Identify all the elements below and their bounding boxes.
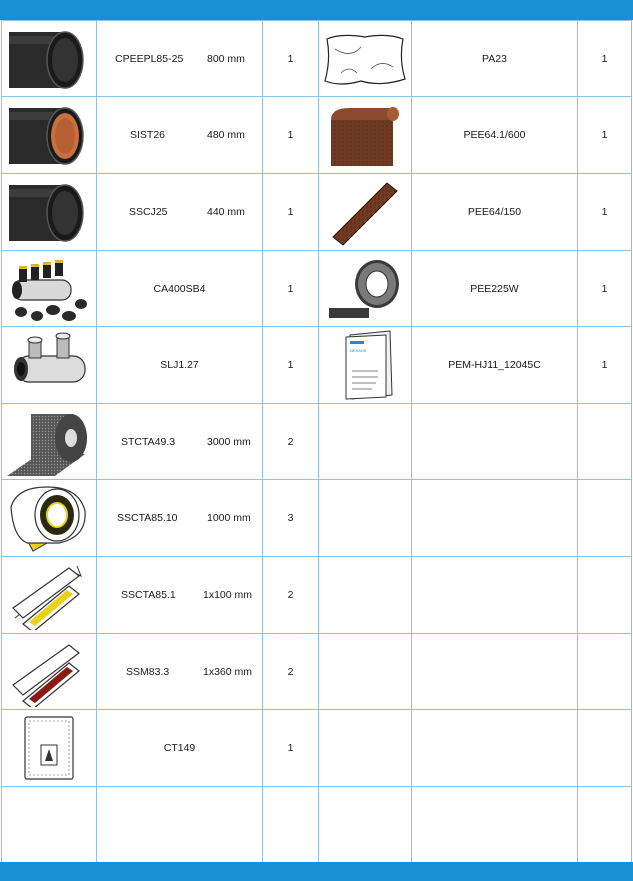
empty-cell: [319, 480, 412, 557]
item-code: PEE64.1/600: [463, 129, 526, 141]
item-quantity: 1: [263, 21, 319, 97]
item-quantity: 1: [263, 97, 319, 174]
instruction-booklet-icon: [330, 329, 400, 401]
item-image-cell: [2, 174, 97, 251]
item-image-cell: [2, 21, 97, 97]
item-image-cell: [2, 97, 97, 174]
yellow-tape-roll-icon: [7, 481, 91, 555]
table-row: [2, 97, 632, 174]
empty-cell: [412, 480, 578, 557]
item-code: STCTA49.3: [121, 435, 176, 448]
kit-components-table: [1, 20, 632, 863]
item-image-cell: [319, 97, 412, 174]
item-quantity: 1: [578, 174, 632, 251]
item-code-cell: [97, 404, 263, 480]
item-quantity: 2: [263, 404, 319, 480]
empty-cell: [2, 787, 97, 863]
item-code: SSM83.3: [126, 665, 170, 678]
empty-cell: [578, 787, 632, 863]
item-code: CPEEPL85-25: [115, 52, 184, 65]
black-pipe-copper-lined-icon: [7, 100, 91, 170]
item-code-cell: [97, 97, 263, 174]
yellow-strip-icon: [7, 560, 91, 630]
item-code: SLJ1.27: [160, 359, 199, 371]
table-row: [2, 634, 632, 710]
item-code-cell: [97, 710, 263, 787]
item-code-cell: [97, 174, 263, 251]
item-image-cell: [319, 174, 412, 251]
item-dimension: 800 mm: [207, 52, 245, 65]
empty-cell: [263, 787, 319, 863]
item-image-cell: [2, 404, 97, 480]
item-image-cell: [2, 327, 97, 404]
item-quantity: 1: [578, 327, 632, 404]
empty-cell: [97, 787, 263, 863]
item-image-cell: [2, 710, 97, 787]
cleaning-tissue-sachet-icon: [21, 713, 77, 783]
footer-band: [0, 862, 633, 881]
brown-mastic-strip-icon: [325, 177, 405, 247]
item-quantity: 1: [263, 710, 319, 787]
item-code: SSCJ25: [129, 206, 168, 218]
item-code-cell: [97, 21, 263, 97]
empty-cell: [578, 710, 632, 787]
empty-cell: [412, 557, 578, 634]
table-row: [2, 21, 632, 97]
empty-cell: [319, 557, 412, 634]
item-quantity: 2: [263, 557, 319, 634]
empty-cell: [319, 710, 412, 787]
table-row: [2, 327, 632, 404]
empty-cell: [578, 480, 632, 557]
item-image-cell: [319, 251, 412, 327]
item-image-cell: [2, 634, 97, 710]
empty-cell: [578, 557, 632, 634]
item-code: CT149: [163, 742, 196, 754]
item-dimension: 480 mm: [207, 129, 245, 141]
item-code: PEE64/150: [467, 206, 522, 218]
item-code-cell: [97, 634, 263, 710]
item-dimension: 3000 mm: [207, 435, 251, 448]
item-quantity: 2: [263, 634, 319, 710]
booklet-brand: NEXANS: [350, 348, 367, 353]
item-image-cell: [2, 480, 97, 557]
mesh-tape-roll-icon: [5, 406, 93, 478]
bolted-connector-set-icon: [7, 254, 91, 324]
item-code: SSCTA85.1: [121, 589, 176, 601]
brown-mastic-roll-icon: [325, 100, 405, 170]
item-dimension: 1000 mm: [207, 512, 251, 524]
item-code: PEE225W: [470, 282, 519, 295]
empty-cell: [319, 634, 412, 710]
item-quantity: 1: [263, 327, 319, 404]
item-code-cell: [97, 327, 263, 404]
table-row: [2, 174, 632, 251]
header-band: [0, 0, 633, 20]
empty-cell: [578, 634, 632, 710]
item-code-cell: [97, 557, 263, 634]
empty-cell: [319, 787, 412, 863]
table-row: [2, 787, 632, 863]
black-pipe-icon: [7, 177, 91, 247]
table-row: [2, 557, 632, 634]
item-code: SIST26: [130, 129, 166, 141]
item-image-cell: [319, 327, 412, 404]
item-dimension: 1x360 mm: [203, 665, 253, 678]
item-quantity: 1: [578, 97, 632, 174]
item-quantity: 1: [578, 21, 632, 97]
empty-cell: [412, 787, 578, 863]
red-strip-icon: [7, 637, 91, 707]
grey-tape-roll-icon: [325, 254, 405, 324]
table-row: [2, 251, 632, 327]
item-code: SSCTA85.10: [117, 512, 178, 524]
item-code-cell: [97, 251, 263, 327]
item-quantity: 1: [578, 251, 632, 327]
item-image-cell: [2, 251, 97, 327]
item-code: PEM-HJ11_12045C: [448, 359, 541, 371]
empty-cell: [319, 404, 412, 480]
table-row: [2, 404, 632, 480]
item-code: PA23: [482, 52, 507, 65]
black-pipe-icon: [7, 24, 91, 94]
item-dimension: 1x100 mm: [203, 589, 253, 601]
empty-cell: [412, 710, 578, 787]
item-image-cell: [2, 557, 97, 634]
item-quantity: 1: [263, 174, 319, 251]
plastic-bag-icon: [321, 29, 409, 89]
empty-cell: [412, 634, 578, 710]
item-code-cell: [97, 480, 263, 557]
empty-cell: [412, 404, 578, 480]
table-row: [2, 710, 632, 787]
item-quantity: 1: [263, 251, 319, 327]
item-quantity: 3: [263, 480, 319, 557]
empty-cell: [578, 404, 632, 480]
item-dimension: 440 mm: [207, 206, 245, 218]
item-code: CA400SB4: [153, 282, 206, 295]
shear-bolt-connector-icon: [7, 330, 91, 400]
table-row: [2, 480, 632, 557]
item-image-cell: [319, 21, 412, 97]
